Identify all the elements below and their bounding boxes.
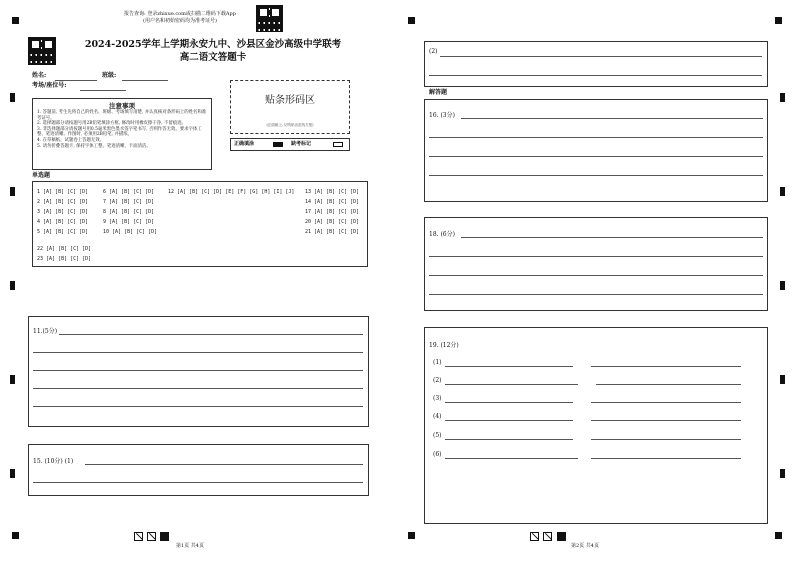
name-field[interactable]	[55, 80, 97, 81]
barcode-title: 贴条形码区	[265, 95, 315, 106]
notes-item: 2. 选择题部分请按题号用2B铅笔填涂方框, 修改时用橡皮擦干净, 不留痕迹。	[37, 121, 186, 127]
page-number-1: 第1页 共4页	[176, 543, 204, 549]
q19-part-label: (1)	[433, 359, 442, 366]
answer-line	[429, 275, 763, 276]
registration-mark	[775, 17, 782, 24]
q15-part2-label: (2)	[429, 48, 438, 55]
answer-line	[33, 352, 363, 353]
q19-part-label: (6)	[433, 451, 442, 458]
choice-row-12[interactable]: 12 [A] [B] [C] [D] [E] [F] [G] [H] [I] [J]	[168, 189, 295, 195]
fill-sample-box	[230, 138, 350, 151]
q19-part-label: (3)	[433, 395, 442, 402]
timing-mark	[780, 375, 785, 384]
answer-line	[445, 402, 573, 403]
choice-row-22[interactable]: 22 [A] [B] [C] [D]	[37, 246, 92, 252]
choice-row-3[interactable]: 3 [A] [B] [C] [D]	[37, 209, 89, 215]
choice-row-8[interactable]: 8 [A] [B] [C] [D]	[103, 209, 155, 215]
notes-item: 3. 非选择题部分请按题号用0.5毫米黑色墨水签字笔书写, 否则作答无效。要求字体工整、笔迹清晰。作图时, 必须用2B铅笔, 并描浓。	[37, 126, 202, 138]
notes-item: 5. 请勿折叠答题卡, 保持字体工整、笔迹清晰、卡面清洁。	[37, 143, 151, 149]
answer-line	[33, 482, 363, 483]
answer-line	[33, 370, 363, 371]
q11-answer-box[interactable]	[28, 316, 369, 427]
answer-line	[429, 156, 763, 157]
answer-line	[85, 464, 363, 465]
timing-mark	[780, 93, 785, 102]
absent-mark-label: 缺考标记	[291, 141, 312, 147]
timing-mark	[10, 375, 15, 384]
answer-line	[591, 402, 741, 403]
q18-label: 18. (6分)	[429, 231, 455, 238]
q18-answer-box[interactable]	[424, 217, 768, 311]
barcode-note: (正面朝上, 切勿贴出虚线方框)	[266, 123, 314, 127]
timing-mark	[780, 469, 785, 478]
notes-title: 注意事项	[109, 102, 135, 110]
timing-mark	[780, 187, 785, 196]
answer-line	[429, 75, 762, 76]
q19-part-label: (4)	[433, 413, 442, 420]
name-label: 姓名:	[32, 72, 47, 79]
answer-line	[33, 406, 363, 407]
q15-part2-box[interactable]	[424, 41, 768, 87]
answer-line	[591, 420, 741, 421]
answer-line	[596, 384, 741, 385]
single-choice-box	[32, 181, 368, 267]
answer-line	[461, 237, 763, 238]
answer-line	[429, 256, 763, 257]
seat-label: 考场/座位号:	[32, 82, 67, 89]
q19-answer-box[interactable]	[424, 327, 768, 524]
choice-row-10[interactable]: 10 [A] [B] [C] [D]	[103, 229, 158, 235]
correct-fill-sample	[273, 142, 283, 147]
answer-line	[445, 458, 578, 459]
choice-row-6[interactable]: 6 [A] [B] [C] [D]	[103, 189, 155, 195]
report-notice: 报告查询: 登录zhixue.com或扫描二维码下载App (用户名和初始密码均为准考证号)	[124, 11, 236, 24]
correct-fill-label: 正确填涂	[234, 141, 255, 147]
choice-row-9[interactable]: 9 [A] [B] [C] [D]	[103, 219, 155, 225]
q19-label: 19. (12分)	[429, 342, 459, 349]
page-checkbox[interactable]	[134, 532, 143, 541]
q11-label: 11.(5分)	[33, 328, 58, 335]
answer-section-label: 解答题	[429, 89, 448, 96]
registration-mark	[408, 532, 415, 539]
choice-row-1[interactable]: 1 [A] [B] [C] [D]	[37, 189, 89, 195]
q15-label: 15. (10分) (1)	[33, 458, 74, 465]
page-marker	[557, 532, 566, 541]
timing-mark	[10, 187, 15, 196]
answer-line	[445, 420, 573, 421]
q19-part-label: (5)	[433, 432, 442, 439]
answer-line	[429, 175, 763, 176]
answer-line	[445, 384, 578, 385]
seat-field[interactable]	[80, 90, 126, 91]
choice-row-13[interactable]: 13 [A] [B] [C] [D]	[305, 189, 360, 195]
choice-row-14[interactable]: 14 [A] [B] [C] [D]	[305, 199, 360, 205]
choice-row-2[interactable]: 2 [A] [B] [C] [D]	[37, 199, 89, 205]
answer-line	[440, 56, 762, 57]
app-qr-code[interactable]	[256, 5, 283, 32]
q16-label: 16. (3分)	[429, 112, 455, 119]
choice-row-23[interactable]: 23 [A] [B] [C] [D]	[37, 256, 92, 262]
timing-mark	[10, 93, 15, 102]
choice-row-4[interactable]: 4 [A] [B] [C] [D]	[37, 219, 89, 225]
page-checkbox[interactable]	[147, 532, 156, 541]
choice-row-7[interactable]: 7 [A] [B] [C] [D]	[103, 199, 155, 205]
answer-line	[445, 366, 573, 367]
answer-line	[33, 388, 363, 389]
choice-row-5[interactable]: 5 [A] [B] [C] [D]	[37, 229, 89, 235]
barcode-area	[230, 80, 350, 134]
answer-line	[59, 334, 363, 335]
single-choice-label: 单选题	[32, 172, 51, 179]
q19-part-label: (2)	[433, 377, 442, 384]
notes-item: 1. 答题前, 考生先将自己的姓名、班级、考场填写清楚, 并认真核对条形码上的姓名和准考证号。	[37, 110, 207, 121]
page-number-2: 第2页 共4页	[571, 543, 599, 549]
answer-line	[591, 458, 741, 459]
page-marker	[160, 532, 169, 541]
page-checkbox[interactable]	[530, 532, 539, 541]
answer-line	[461, 118, 763, 119]
choice-row-21[interactable]: 21 [A] [B] [C] [D]	[305, 229, 360, 235]
timing-mark	[10, 281, 15, 290]
answer-line	[591, 439, 741, 440]
q16-answer-box[interactable]	[424, 99, 768, 202]
absent-mark-checkbox[interactable]	[333, 142, 343, 147]
answer-line	[445, 439, 573, 440]
registration-mark	[408, 17, 415, 24]
class-field[interactable]	[122, 80, 168, 81]
class-label: 班级:	[102, 72, 117, 79]
registration-mark	[775, 532, 782, 539]
page-title: 2024-2025学年上学期永安九中、沙县区金沙高级中学联考 高二语文答题卡	[84, 39, 342, 63]
choice-row-17[interactable]: 17 [A] [B] [C] [D]	[305, 209, 360, 215]
answer-line	[591, 366, 741, 367]
notes-box	[32, 98, 212, 170]
registration-mark	[12, 532, 19, 539]
exam-qr-code	[28, 37, 56, 65]
choice-row-20[interactable]: 20 [A] [B] [C] [D]	[305, 219, 360, 225]
answer-line	[429, 137, 763, 138]
answer-line	[429, 294, 763, 295]
notes-item: 4. 在草稿纸、试题卷上答题无效。	[37, 137, 105, 143]
timing-mark	[10, 469, 15, 478]
q15-answer-box[interactable]	[28, 444, 369, 496]
page-checkbox[interactable]	[543, 532, 552, 541]
registration-mark	[12, 17, 19, 24]
timing-mark	[780, 281, 785, 290]
